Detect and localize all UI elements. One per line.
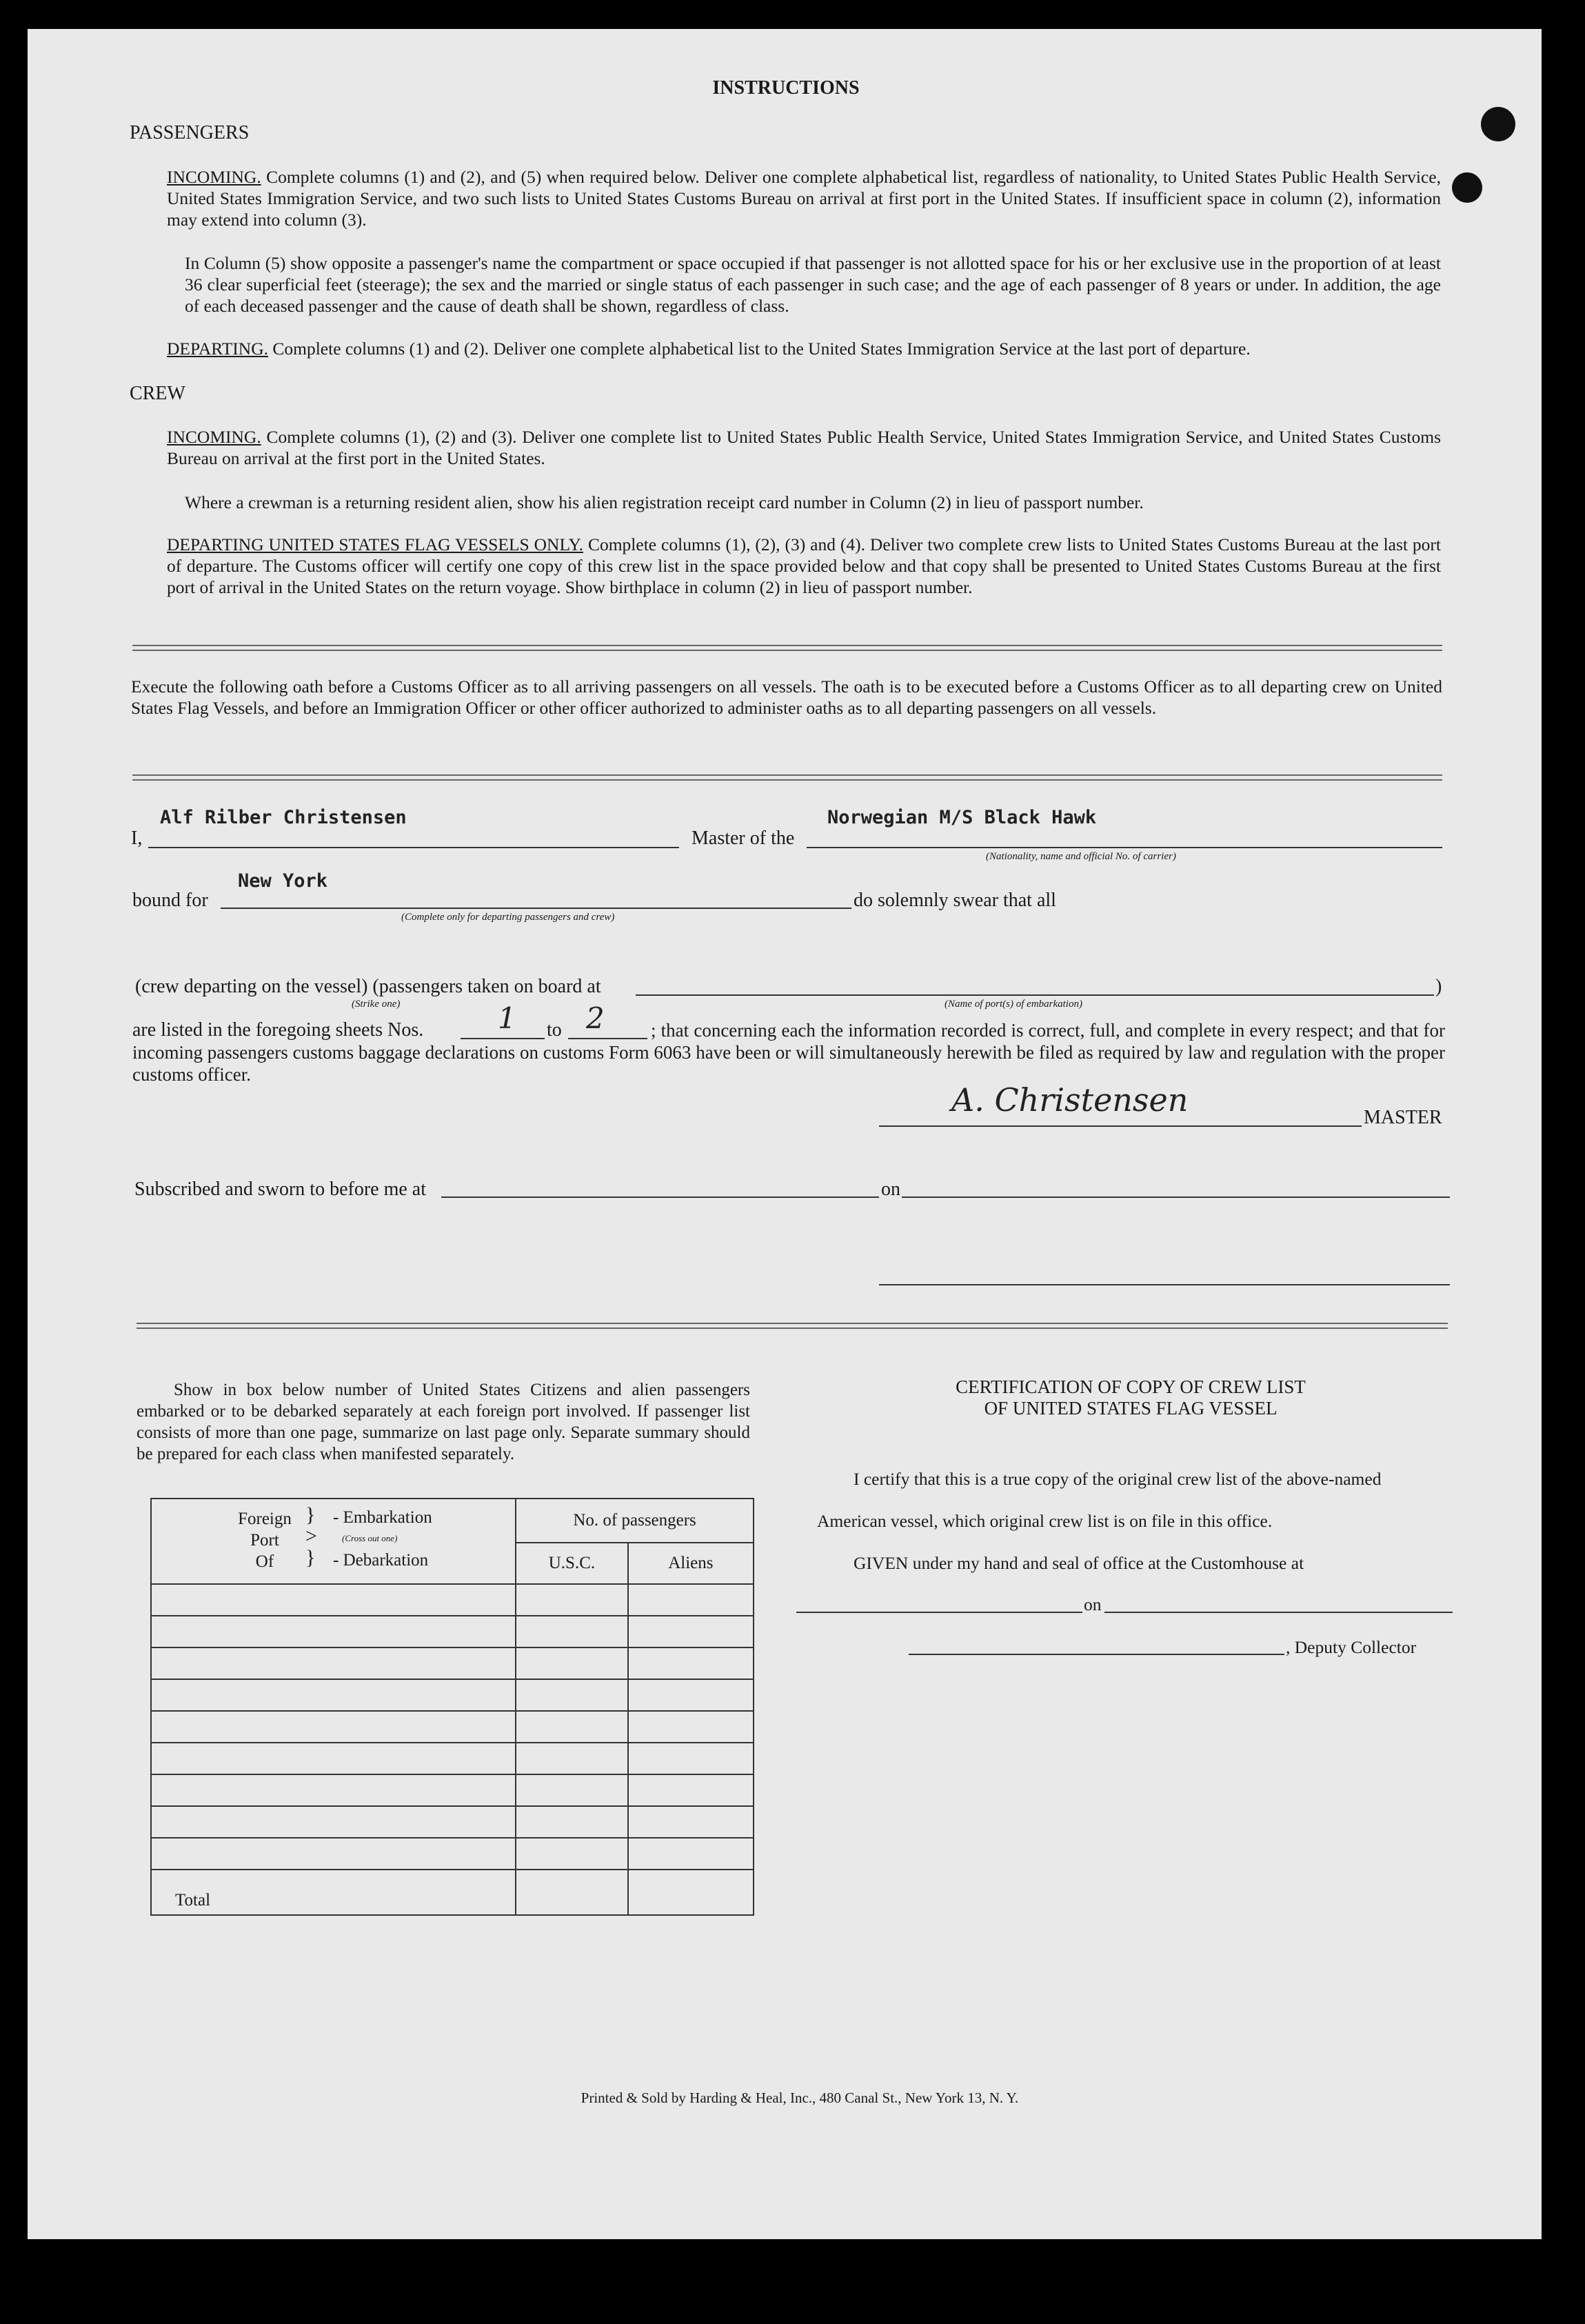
crew-heading: CREW <box>130 383 185 404</box>
to-label: to <box>547 1019 562 1041</box>
column5-paragraph: In Column (5) show opposite a passenger's name the compartment or space occupied if that passenger is not allotted space for his or her exclusive use in the proportion of at least 36 clear superficial feet (steerage); the sex and the married or single status of each passenger in such case; and the age of each passenger of 8 years or under. In addition, the age of each deceased passenger and the cause of death shall be shown, regardless of class. <box>185 253 1441 316</box>
port-header-cell <box>151 1499 516 1584</box>
punch-hole-mark <box>1481 107 1515 141</box>
certification-title-line1: CERTIFICATION OF COPY OF CREW LIST <box>956 1376 1306 1397</box>
table-row-aliens[interactable] <box>628 1806 754 1838</box>
given-text: GIVEN under my hand and seal of office at the Customhouse at <box>854 1553 1304 1573</box>
port-of-embarkation-field[interactable] <box>636 994 1434 996</box>
customhouse-field[interactable] <box>796 1612 1082 1613</box>
passengers-incoming-paragraph <box>167 166 1441 230</box>
table-row-aliens[interactable] <box>628 1616 754 1647</box>
table-row-usc[interactable] <box>516 1806 628 1838</box>
table-row-port[interactable] <box>151 1774 516 1806</box>
table-row-usc[interactable] <box>516 1679 628 1711</box>
passengers-departing-text: Complete columns (1) and (2). Deliver one complete alphabetical list to the United States Immigration Service at the last port of departure. <box>272 339 1251 359</box>
total-usc-cell[interactable] <box>516 1870 628 1915</box>
punch-hole-mark <box>1452 172 1482 203</box>
master-name-value: Alf Rilber Christensen <box>160 807 407 828</box>
master-name-field[interactable] <box>148 847 679 848</box>
crew-incoming-label: INCOMING. <box>167 427 261 447</box>
american-text: American vessel, which original crew list is on file in this office. <box>817 1511 1273 1531</box>
certify-text: I certify that this is a true copy of the original crew list of the above-named <box>854 1469 1382 1489</box>
table-row-port[interactable] <box>151 1838 516 1870</box>
i-label: I, <box>131 828 143 849</box>
certification-title-line2: OF UNITED STATES FLAG VESSEL <box>984 1398 1278 1419</box>
cert-on-label: on <box>1084 1594 1102 1614</box>
table-row-aliens[interactable] <box>628 1679 754 1711</box>
master-signature: A. Christensen <box>951 1081 1189 1119</box>
table-row-usc[interactable] <box>516 1584 628 1616</box>
passengers-incoming-text: Complete columns (1) and (2), and (5) when required below. Deliver one complete alphabetical list, regardless of nationality, to United States Public Health Service, United States Immigration Service, and two such lists to United States Customs Bureau on arrival at first port in the United States. If insufficient space in column (2), information may extend into column (3). <box>167 167 1442 230</box>
deputy-collector-label: , Deputy Collector <box>1286 1637 1417 1657</box>
table-row-usc[interactable] <box>516 1647 628 1679</box>
master-label: MASTER <box>1364 1107 1442 1128</box>
sworn-date-field[interactable] <box>902 1196 1450 1198</box>
listed-text: are listed in the foregoing sheets Nos. <box>132 1019 424 1041</box>
port-caption: (Name of port(s) of embarkation) <box>945 999 1082 1010</box>
crew-incoming-text: Complete columns (1), (2) and (3). Deliver one complete list to United States Public Health Service, United States Immigration Service, and United States Customs Bureau on arrival at the first port in the United States. <box>167 427 1442 468</box>
table-row-port[interactable] <box>151 1616 516 1647</box>
strike-caption: (Strike one) <box>352 999 401 1010</box>
passengers-departing-label: DEPARTING. <box>167 339 268 359</box>
double-rule <box>137 1323 1448 1329</box>
table-row-usc[interactable] <box>516 1774 628 1806</box>
crew-departing-label: DEPARTING UNITED STATES FLAG VESSELS ONLY. <box>167 534 584 554</box>
passengers-incoming-label: INCOMING. <box>167 167 261 187</box>
table-row-usc[interactable] <box>516 1838 628 1870</box>
double-rule <box>132 774 1442 781</box>
crew-departing-paragraph <box>167 534 1441 598</box>
bound-for-label: bound for <box>132 890 208 911</box>
total-label: Total <box>151 1870 516 1915</box>
master-of-label: Master of the <box>691 828 795 849</box>
cert-date-field[interactable] <box>1104 1612 1453 1613</box>
close-paren: ) <box>1435 976 1442 997</box>
vessel-value: Norwegian M/S Black Hawk <box>827 807 1097 828</box>
crew-departing-text: (crew departing on the vessel) (passengers taken on board at <box>135 976 601 997</box>
foreign-label: Foreign <box>238 1510 292 1528</box>
table-row-port[interactable] <box>151 1679 516 1711</box>
cross-out-caption: (Cross out one) <box>342 1533 398 1543</box>
bound-for-caption: (Complete only for departing passengers and crew) <box>401 912 615 923</box>
concerning-text: ; that concerning each the information recorded is correct, full, and complete in every respect; and that for incoming passengers customs baggage declarations on customs Form 6063 have been or will simultaneously herewith be filed as required by law and regulation with the proper customs officer. <box>132 1020 1445 1085</box>
sheet-to-value: 2 <box>586 1001 605 1035</box>
brace-glyph: } > } <box>305 1503 317 1569</box>
table-row-port[interactable] <box>151 1647 516 1679</box>
vessel-caption: (Nationality, name and official No. of carrier) <box>986 851 1176 862</box>
no-of-passengers-header: No. of passengers <box>516 1499 754 1543</box>
vessel-field[interactable] <box>807 847 1442 848</box>
sworn-place-field[interactable] <box>441 1196 879 1198</box>
subscribed-label: Subscribed and sworn to before me at <box>134 1179 426 1200</box>
double-rule <box>132 645 1442 651</box>
table-row-aliens[interactable] <box>628 1647 754 1679</box>
master-signature-field[interactable] <box>879 1125 1362 1127</box>
table-row-port[interactable] <box>151 1806 516 1838</box>
aliens-header: Aliens <box>628 1543 754 1584</box>
instructions-title: INSTRUCTIONS <box>712 77 860 99</box>
deputy-collector-field[interactable] <box>909 1654 1284 1655</box>
table-row-aliens[interactable] <box>628 1774 754 1806</box>
embarkation-option[interactable]: - Embarkation <box>333 1508 432 1527</box>
table-row-usc[interactable] <box>516 1616 628 1647</box>
table-row-aliens[interactable] <box>628 1743 754 1774</box>
officer-signature-field[interactable] <box>879 1284 1450 1285</box>
crewman-paragraph: Where a crewman is a returning resident alien, show his alien registration receipt card number in Column (2) in lieu of passport number. <box>185 492 1144 512</box>
printer-footer: Printed & Sold by Harding & Heal, Inc., 480 Canal St., New York 13, N. Y. <box>581 2090 1019 2106</box>
passengers-departing-paragraph <box>167 338 1441 359</box>
crew-incoming-paragraph <box>167 426 1441 469</box>
crew-departing-text: Complete columns (1), (2), (3) and (4). Deliver two complete crew lists to United States Customs Bureau at the last port of departure. The Customs officer will certify one copy of this crew list in the space provided below and that copy shall be presented to United States Customs Bureau at the first port of arrival in the United States on the return voyage. Show birthplace in column (2) in lieu of passport number. <box>167 534 1441 597</box>
passenger-summary-table <box>150 1498 754 1916</box>
table-row-port[interactable] <box>151 1743 516 1774</box>
passengers-heading: PASSENGERS <box>130 122 250 143</box>
table-row-usc[interactable] <box>516 1711 628 1743</box>
table-row-port[interactable] <box>151 1711 516 1743</box>
table-row-usc[interactable] <box>516 1743 628 1774</box>
port-label: Port <box>250 1531 279 1550</box>
table-row-port[interactable] <box>151 1584 516 1616</box>
of-label: Of <box>255 1552 274 1571</box>
bound-for-field[interactable] <box>221 908 851 909</box>
usc-header: U.S.C. <box>516 1543 628 1584</box>
debarkation-option[interactable]: - Debarkation <box>333 1551 429 1570</box>
bound-for-value: New York <box>238 870 328 892</box>
sworn-on-label: on <box>881 1179 900 1200</box>
swear-text: do solemnly swear that all <box>854 890 1056 911</box>
sheet-from-value: 1 <box>498 1001 516 1035</box>
table-row-aliens[interactable] <box>628 1711 754 1743</box>
certification-title <box>827 1376 1434 1419</box>
table-row-aliens[interactable] <box>628 1584 754 1616</box>
oath-intro: Execute the following oath before a Customs Officer as to all arriving passengers on all vessels. The oath is to be executed before a Customs Officer as to all departing crew on United States Flag Vessels, and before an Immigration Officer or other officer authorized to administer oaths as to all departing passengers on all vessels. <box>131 677 1442 718</box>
total-aliens-cell[interactable] <box>628 1870 754 1915</box>
summary-text: Show in box below number of United States Citizens and alien passengers embarked or to be debarked separately at each foreign port involved. If passenger list consists of more than one page, summarize on last page only. Separate summary should be prepared for each class when manifested separately. <box>137 1381 750 1463</box>
table-row-aliens[interactable] <box>628 1838 754 1870</box>
